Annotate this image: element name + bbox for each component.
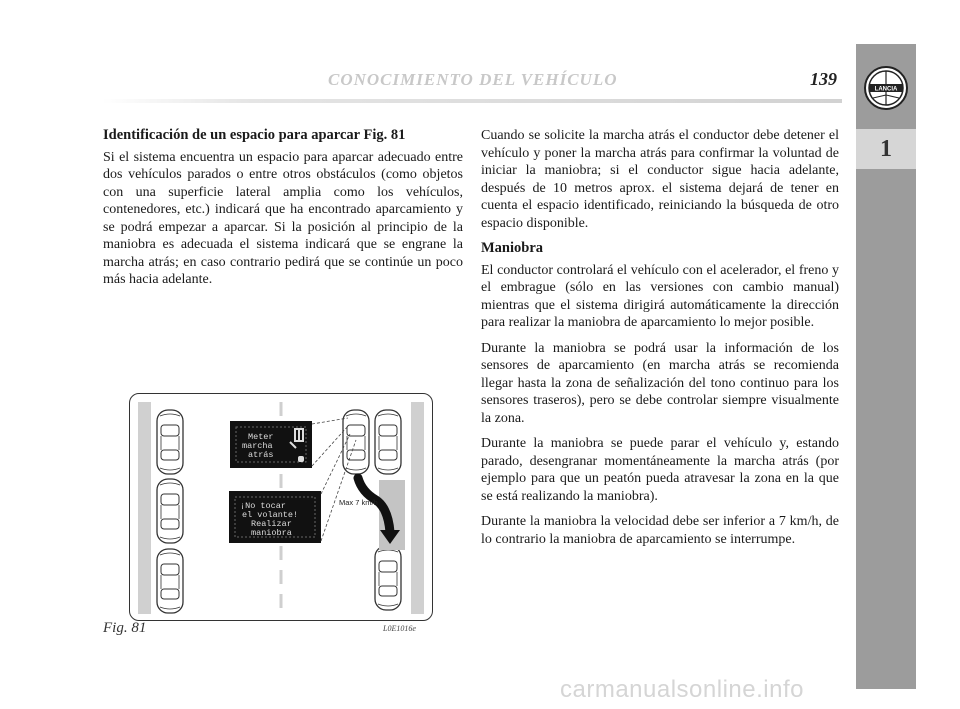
header-rule (102, 99, 842, 103)
body-paragraph: Durante la maniobra se puede parar el vehículo y, estando parado, desengranar momentáneamente la marcha atrás (por ejemplo para que un peatón pueda atravesar la zona en la que se está realizando la maniobra). (481, 436, 839, 504)
display-top-line: marcha (242, 441, 273, 451)
logo-text: LANCIA (874, 86, 898, 93)
parked-car (157, 479, 183, 543)
section-title: CONOCIMIENTO DEL VEHÍCULO (328, 70, 618, 89)
left-column (103, 127, 463, 297)
body-paragraph: Si el sistema encuentra un espacio para aparcar adecuado entre dos vehículos parados o entre otros obstáculos (como objetos con una superficie lateral amplia como los vehículos, contenedores, etc.) indicará que ha encontrado aparcamiento y se podrá empezar a aparcar. Si la posición al principio de la maniobra es adecuada el sistema indicará que se engrane la marcha atrás; en caso contrario pedirá que se continúe un poco más hacia adelante. (103, 149, 463, 287)
section-heading: Maniobra (481, 240, 544, 256)
parked-car (375, 546, 401, 610)
parked-car (157, 410, 183, 474)
body-paragraph: Cuando se solicite la marcha atrás el conductor debe detener el vehículo y poner la marcha atrás para confirmar la voluntad de iniciar la maniobra; si el conductor sigue hacia adelante, después de 10 metros aprox. el sistema dejará de tener en cuenta el espacio identificado, reiniciando la búsqueda de otro espacio disponible. (481, 128, 839, 231)
display-bottom-line: el volante! (242, 510, 299, 520)
figure-code: L0E1016e (383, 624, 416, 633)
watermark: carmanualsonline.info (560, 676, 804, 703)
leader-line (321, 440, 356, 541)
page-number: 139 (810, 69, 837, 89)
body-paragraph: Durante la maniobra la velocidad debe ser inferior a 7 km/h, de lo contrario la maniobra de aparcamiento se interrumpe. (481, 514, 839, 547)
moving-car (343, 410, 369, 474)
left-kerb (138, 402, 151, 614)
lancia-logo-icon (863, 65, 909, 111)
chapter-number: 1 (880, 135, 892, 162)
display-bottom-line: ¡No tocar (240, 501, 286, 511)
parking-illustration (130, 394, 432, 620)
figure-caption: Fig. 81 (103, 620, 147, 636)
body-paragraph: El conductor controlará el vehículo con el acelerador, el freno y el embrague (sólo en las versiones con cambio manual) mientras que el sistema dirigirá automáticamente la dirección para realizar la maniobra de aparcamiento lo mejor posible. (481, 262, 839, 330)
section-heading: Identificación de un espacio para aparcar Fig. 81 (103, 127, 406, 143)
parking-figure (129, 393, 433, 621)
body-paragraph: Durante la maniobra se podrá usar la información de los sensores de aparcamiento (en marcha atrás se recomienda llegar hasta la zona de señalización del tono continuo para los sensores traseros), pero se debe controlar siempre visualmente la zona. (481, 340, 839, 426)
chapter-tab[interactable] (856, 129, 916, 169)
parked-car (157, 549, 183, 613)
display-bottom-line: Realizar (251, 519, 292, 529)
gear-icon (294, 428, 304, 442)
display-top-line: Meter (248, 432, 274, 442)
parked-car (375, 410, 401, 474)
reverse-indicator-icon (298, 456, 304, 462)
display-bottom-line: maniobra (251, 528, 292, 538)
speed-label: Max 7 km/h (339, 498, 378, 507)
display-top-line: atrás (248, 450, 274, 460)
right-kerb (411, 402, 424, 614)
right-column (481, 127, 839, 556)
